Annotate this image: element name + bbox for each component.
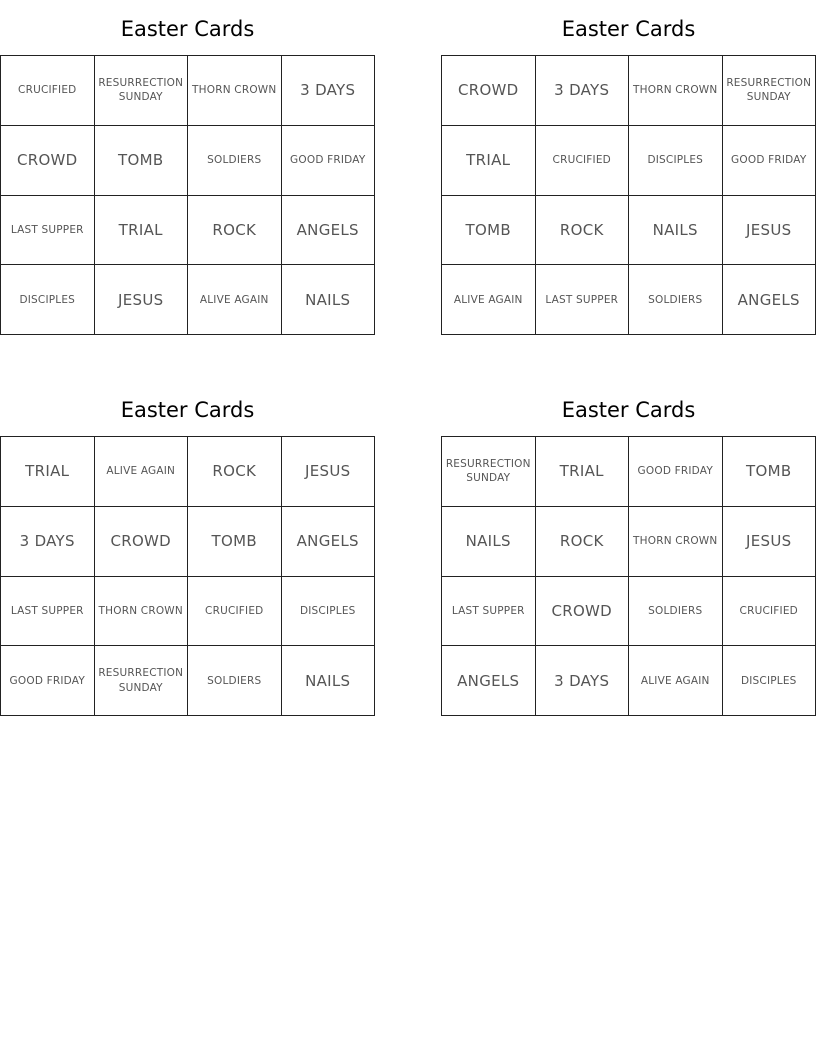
grid-cell: LAST SUPPER (1, 196, 95, 266)
grid-cell: 3 DAYS (282, 56, 376, 126)
grid-cell: DISCIPLES (629, 126, 723, 196)
grid-cell: CRUCIFIED (188, 577, 282, 647)
grid-cell: CRUCIFIED (1, 56, 95, 126)
grid-cell: 3 DAYS (536, 646, 630, 716)
grid-cell: CROWD (442, 56, 536, 126)
card-grid (0, 436, 375, 716)
card-title: Easter Cards (120, 17, 255, 41)
grid-cell: CRUCIFIED (536, 126, 630, 196)
grid-cell: ALIVE AGAIN (442, 265, 536, 335)
card-title: Easter Cards (561, 17, 696, 41)
grid-cell: NAILS (629, 196, 723, 266)
grid-cell: ALIVE AGAIN (629, 646, 723, 716)
grid-cell: ANGELS (442, 646, 536, 716)
card-title: Easter Cards (120, 398, 255, 422)
grid-cell: RESURRECTION SUNDAY (95, 56, 189, 126)
card-grid (441, 436, 816, 716)
grid-cell: RESURRECTION SUNDAY (95, 646, 189, 716)
grid-cell: GOOD FRIDAY (282, 126, 376, 196)
grid-cell: ALIVE AGAIN (95, 437, 189, 507)
grid-cell: 3 DAYS (536, 56, 630, 126)
card-grid (0, 55, 375, 335)
grid-cell: GOOD FRIDAY (723, 126, 816, 196)
grid-cell: TRIAL (442, 126, 536, 196)
grid-cell: JESUS (723, 196, 816, 266)
grid-cell: TRIAL (1, 437, 95, 507)
grid-cell: SOLDIERS (188, 646, 282, 716)
grid-cell: TRIAL (95, 196, 189, 266)
grid-cell: LAST SUPPER (1, 577, 95, 647)
grid-cell: THORN CROWN (188, 56, 282, 126)
grid-cell: CROWD (536, 577, 630, 647)
grid-cell: ALIVE AGAIN (188, 265, 282, 335)
grid-cell: GOOD FRIDAY (629, 437, 723, 507)
grid-cell: ROCK (536, 507, 630, 577)
grid-cell: ANGELS (282, 196, 376, 266)
grid-cell: SOLDIERS (629, 577, 723, 647)
grid-cell: GOOD FRIDAY (1, 646, 95, 716)
grid-cell: LAST SUPPER (536, 265, 630, 335)
grid-cell: CRUCIFIED (723, 577, 816, 647)
grid-cell: TOMB (442, 196, 536, 266)
grid-cell: SOLDIERS (629, 265, 723, 335)
grid-cell: DISCIPLES (282, 577, 376, 647)
card-title: Easter Cards (561, 398, 696, 422)
grid-cell: RESURRECTION SUNDAY (723, 56, 816, 126)
grid-cell: THORN CROWN (629, 507, 723, 577)
grid-cell: CROWD (1, 126, 95, 196)
grid-cell: ROCK (188, 437, 282, 507)
grid-cell: CROWD (95, 507, 189, 577)
grid-cell: ANGELS (282, 507, 376, 577)
grid-cell: NAILS (282, 646, 376, 716)
grid-cell: JESUS (95, 265, 189, 335)
grid-cell: THORN CROWN (95, 577, 189, 647)
grid-cell: TOMB (95, 126, 189, 196)
grid-cell: DISCIPLES (723, 646, 816, 716)
grid-cell: TOMB (188, 507, 282, 577)
grid-cell: NAILS (282, 265, 376, 335)
grid-cell: RESURRECTION SUNDAY (442, 437, 536, 507)
grid-cell: DISCIPLES (1, 265, 95, 335)
grid-cell: LAST SUPPER (442, 577, 536, 647)
grid-cell: THORN CROWN (629, 56, 723, 126)
grid-cell: TOMB (723, 437, 816, 507)
grid-cell: SOLDIERS (188, 126, 282, 196)
grid-cell: TRIAL (536, 437, 630, 507)
grid-cell: ANGELS (723, 265, 816, 335)
grid-cell: JESUS (282, 437, 376, 507)
card-grid (441, 55, 816, 335)
grid-cell: ROCK (536, 196, 630, 266)
grid-cell: JESUS (723, 507, 816, 577)
grid-cell: NAILS (442, 507, 536, 577)
grid-cell: 3 DAYS (1, 507, 95, 577)
grid-cell: ROCK (188, 196, 282, 266)
